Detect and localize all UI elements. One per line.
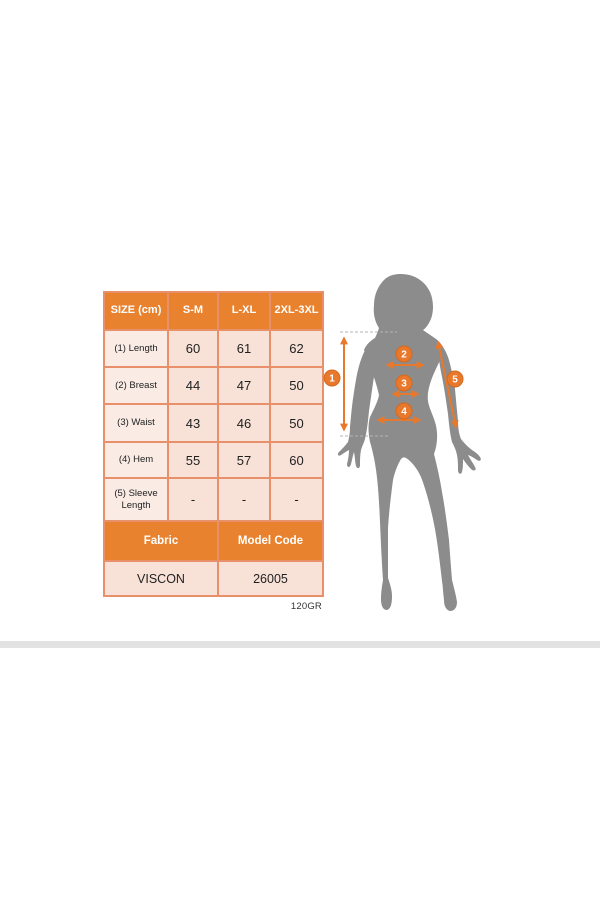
marker-4-hem bbox=[396, 403, 412, 419]
breast-2xl3xl-value: 50 bbox=[270, 367, 323, 404]
marker-5-sleeve bbox=[447, 371, 463, 387]
fabric-weight-note: 120GR bbox=[290, 601, 322, 612]
hem-2xl3xl-value: 60 bbox=[270, 442, 323, 478]
row-label-length: (1) Length bbox=[104, 330, 168, 367]
marker-3-number: 3 bbox=[401, 378, 407, 390]
marker-1-length bbox=[324, 370, 340, 386]
marker-3-waist bbox=[396, 375, 412, 391]
marker-2-breast bbox=[396, 346, 412, 362]
fabric-value: VISCON bbox=[104, 561, 218, 596]
waist-lxl-value: 46 bbox=[218, 404, 270, 442]
breast-sm-value: 44 bbox=[168, 367, 218, 404]
marker-4-number: 4 bbox=[401, 406, 407, 418]
marker-2-number: 2 bbox=[401, 349, 407, 361]
silhouette-body bbox=[364, 274, 457, 611]
header-size-2xl3xl: 2XL-3XL bbox=[270, 292, 323, 330]
row-label-hem: (4) Hem bbox=[104, 442, 168, 478]
sleeve-lxl-value: - bbox=[218, 478, 270, 521]
hem-sm-value: 55 bbox=[168, 442, 218, 478]
row-label-waist: (3) Waist bbox=[104, 404, 168, 442]
length-sm-value: 60 bbox=[168, 330, 218, 367]
header-size-cm: SIZE (cm) bbox=[104, 292, 168, 330]
row-label-sleeve-length: (5) Sleeve Length bbox=[104, 478, 168, 521]
hem-lxl-value: 57 bbox=[218, 442, 270, 478]
waist-sm-value: 43 bbox=[168, 404, 218, 442]
length-lxl-value: 61 bbox=[218, 330, 270, 367]
row-label-breast: (2) Breast bbox=[104, 367, 168, 404]
model-code-label: Model Code bbox=[218, 521, 323, 561]
breast-lxl-value: 47 bbox=[218, 367, 270, 404]
waist-2xl3xl-value: 50 bbox=[270, 404, 323, 442]
header-size-sm: S-M bbox=[168, 292, 218, 330]
marker-5-number: 5 bbox=[452, 374, 458, 386]
sleeve-2xl3xl-value: - bbox=[270, 478, 323, 521]
marker-1-number: 1 bbox=[329, 373, 335, 385]
sleeve-sm-value: - bbox=[168, 478, 218, 521]
female-silhouette bbox=[338, 274, 481, 611]
length-2xl3xl-value: 62 bbox=[270, 330, 323, 367]
model-code-value: 26005 bbox=[218, 561, 323, 596]
fabric-label: Fabric bbox=[104, 521, 218, 561]
header-size-lxl: L-XL bbox=[218, 292, 270, 330]
